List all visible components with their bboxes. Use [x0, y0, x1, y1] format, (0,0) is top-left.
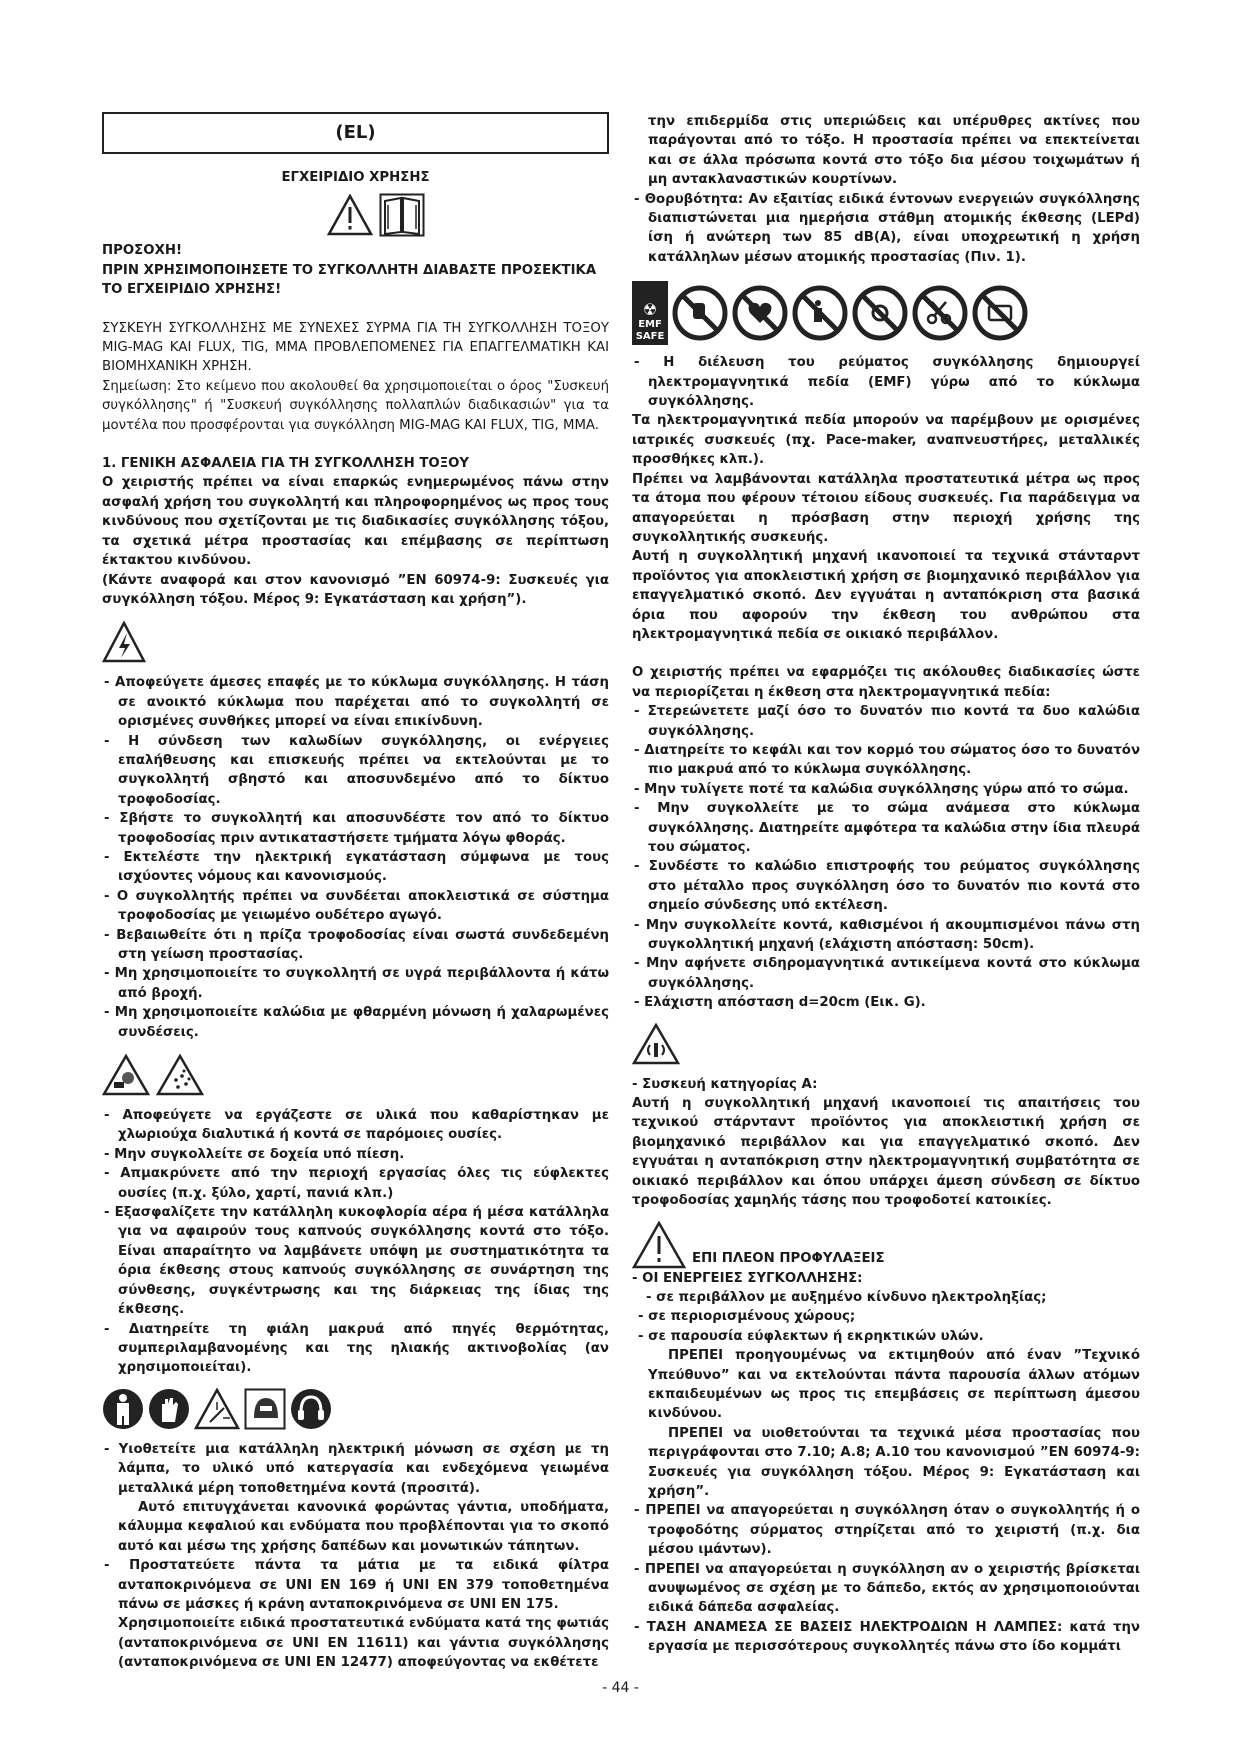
- list-item: - σε περιβάλλον με αυξημένο κίνδυνο ηλεκτροληξίας;: [646, 1289, 1047, 1305]
- welding-mask-icon: [244, 1388, 286, 1430]
- list-item: - Η σύνδεση των καλωδίων συγκόλλησης, οι ενέργειες επαλήθευσης και επισκευής πρέπει να εκτελούνται με το συγκολλητή σβηστό και αποσυνδεμένο από το δίκτυο τροφοδοσίας.: [104, 733, 609, 807]
- manual-title: ΕΓΧΕΙΡΙΔΙΟ ΧΡΗΣΗΣ: [281, 170, 430, 185]
- emf-paragraph: Πρέπει να λαμβάνονται κατάλληλα προστατευτικά μέτρα ως προς τα άτομα που φέρουν τέτοιου είδους συσκευές. Για παράδειγμα να απαγορεύεται η πρόσβαση στην περιοχή χρήσης της συγκολλητικής συσκευής.: [632, 471, 1140, 545]
- ppe-list: [102, 1440, 609, 1673]
- requirement-paragraph: ΠΡΕΠΕΙ να υιοθετούνται τα τεχνικά μέσα προστασίας που περιγράφονται στο 7.10; A.8; A.10 του κανονισμού ”EN 60974-9: Συσκευές για συγκόλληση τόξου. Μέρος 9: Εγκατάσταση και χρήση”.: [648, 1425, 1140, 1499]
- warning-triangle-icon: [327, 194, 373, 236]
- section-paragraph: Ο χειριστής πρέπει να είναι επαρκώς ενημερωμένος πάνω στην ασφαλή χρήση του συγκολλητή και πληροφορημένος ως προς τους κινδύνους που σχετίζονται με τις διαδικασίες συγκόλλησης τόξου, τα σχετικά μέτρα προστασίας και επέμβασης σε περίπτωση έκτακτου κινδύνου.: [102, 475, 609, 569]
- safe-label: SAFE: [635, 331, 665, 343]
- arc-radiation-warning-icon: [194, 1388, 240, 1430]
- list-item: - Εκτελέστε την ηλεκτρική εγκατάσταση σύμφωνα με τους ισχύοντες νόμους και κανονισμούς.: [104, 849, 609, 885]
- right-column: [632, 112, 1140, 1657]
- section-heading: 1. ΓΕΝΙΚΗ ΑΣΦΑΛΕΙΑ ΓΙΑ ΤΗ ΣΥΓΚΟΛΛΗΣΗ ΤΟΞΟΥ: [102, 456, 470, 472]
- left-column: [102, 112, 609, 1673]
- emf-procedures-list: [632, 702, 1140, 1013]
- class-a-title: - Συσκευή κατηγορίας A:: [632, 1076, 818, 1092]
- emf-icons: [632, 281, 1140, 345]
- read-manual-icon: [379, 193, 425, 237]
- fumes-icons: [102, 1054, 609, 1096]
- manual-icons: [142, 193, 609, 237]
- toxic-fumes-warning-icon: [102, 1054, 150, 1096]
- warning-text: ΠΡΙΝ ΧΡΗΣΙΜΟΠΟΙΗΣΕΤΕ ΤΟ ΣΥΓΚΟΛΛΗΤΗ ΔΙΑΒΑΣΤΕ ΠΡΟΣΕΚΤΙΚΑ ΤΟ ΕΓΧΕΙΡΙΔΙΟ ΧΡΗΣΗΣ!: [102, 262, 597, 298]
- list-item: - ΤΑΣΗ ΑΝΑΜΕΣΑ ΣΕ ΒΑΣΕΙΣ ΗΛΕΚΤΡΟΔΙΩΝ Η ΛΑΜΠΕΣ: κατά την εργασία με περισσότερους συγκολλητές πάνω στο ίδο κομμάτι: [634, 1619, 1140, 1655]
- list-item: - Σβήστε το συγκολλητή και αποσυνδέστε τον από το δίκτυο τροφοδοσίας πριν αντικαταστήσετε τμήματα λόγω φθοράς.: [104, 811, 609, 846]
- emf-intro: - Η διέλευση του ρεύματος συγκόλλησης δημιουργεί ηλεκτρομαγνητικά πεδία (EMF) γύρω από το κύκλωμα συγκόλλησης.: [634, 355, 1140, 410]
- list-item: - Υιοθετείτε μια κατάλληλη ηλεκτρική μόνωση σε σχέση με τη λάμπα, το υλικό υπό κατεργασία και ενδεχόμενα γειωμένα μεταλλικά μέρη τοποθετημένα κοντά (προσιτά).: [104, 1441, 609, 1496]
- no-metal-tools-icon: [912, 285, 968, 341]
- list-item: - Μην αφήνετε σιδηρομαγνητικά αντικείμενα κοντά στο κύκλωμα συγκόλλησης.: [634, 956, 1140, 991]
- class-a-text: Αυτή η συγκολλητική μηχανή ικανοποιεί τις απαιτήσεις του τεχνικού στάρνταντ προϊόντος για αποκλειστική χρήση σε βιομηχανικό περιβάλλον και για επαγγελματικό σκοπό. Δεν εγγυάται η ανταπόκριση στην ηλεκτρομαγνητική συμβατότητα σε οικιακό περιβάλλον και όπου υπάρχει άμεση σύνδεση σε δίκτυο τροφοδοσίας χαμηλής τάσης που τροφοδοτεί κατοικίες.: [632, 1096, 1140, 1209]
- no-medical-implant-icon: [672, 285, 728, 341]
- no-watch-icon: [852, 285, 908, 341]
- electric-shock-icon: [102, 621, 146, 663]
- list-item: - Διατηρείτε το κεφάλι και τον κορμό του σώματος όσο το δυνατόν πιο μακρυά από το κύκλωμα συγκόλλησης.: [634, 742, 1140, 778]
- list-item-continuation: Χρησιμοποιείτε ειδικά προστατευτικά ενδύματα κατά της φωτιάς (ανταποκρινόμενα σε UNI EN 11611) και γάντια συγκόλλησης (ανταποκρινόμενα σε UNI EN 12477) αποφεύγοντας να εκθέτετε: [118, 1616, 609, 1671]
- list-item: - Αποφεύγετε να εργάζεστε σε υλικά που καθαρίστηκαν με χλωριούχα διαλυτικά ή κοντά σε παρόμοιες ουσίες.: [104, 1108, 609, 1143]
- list-item: - Μην συγκολλείτε κοντά, καθισμένοι ή ακουμπισμένοι πάνω στη συγκολλητική μηχανή (ελάχιστη απόσταση: 50cm).: [634, 917, 1140, 953]
- list-item: - Μη χρησιμοποιείτε καλώδια με φθαρμένη μόνωση ή χαλαρωμένες συνδέσεις.: [104, 1005, 609, 1040]
- emf-paragraph: Τα ηλεκτρομαγνητικά πεδία μπορούν να παρέμβουν με ορισμένες ιατρικές συσκευές (πχ. Pace-maker, αναπνευστήρες, μεταλλικές προσθήκες κλπ.).: [632, 413, 1140, 468]
- warning-triangle-icon: [632, 1221, 686, 1269]
- more-precautions-title: ΕΠΙ ΠΛΕΟΝ ΠΡΟΦΥΛΑΞΕΙΣ: [692, 1251, 885, 1267]
- list-item: - σε περιορισμένους χώρους;: [638, 1309, 856, 1325]
- gloves-icon: [148, 1388, 190, 1430]
- list-item: - ΠΡΕΠΕΙ να απαγορεύεται η συγκόλληση αν ο χειριστής βρίσκεται ανυψωμένος σε σχέση με το δάπεδο, εκτός αν χρησιμοποιούνται ειδικά δάπεδα ασφαλείας.: [634, 1561, 1140, 1616]
- list-item-continuation: Αυτό επιτυγχάνεται κανονικά φορώντας γάντια, υποδήματα, κάλυμμα κεφαλιού και ενδύματα που προβλέπονται για το σκοπό αυτό και μέσω της χρήσης δαπέδων και μονωτικών τάπητων.: [118, 1499, 609, 1554]
- emf-paragraph: Αυτή η συγκολλητική μηχανή ικανοποιεί τα τεχνικά στάνταρντ προϊόντος για αποκλειστική χρήση σε βιομηχανικό περιβάλλον για επαγγελματικό σκοπό. Δεν εγγυάται η ανταπόκριση στα βασικά όρια που αφορούν την έκθεση του ανθρώπου στα ηλεκτρομαγνητικά πεδία σε οικιακό περιβάλλον.: [632, 549, 1140, 642]
- welding-operations-list: [632, 1288, 1140, 1346]
- page-number: - 44 -: [602, 1680, 639, 1696]
- list-item: - Αποφεύγετε άμεσες επαφές με το κύκλωμα συγκόλλησης. Η τάση σε ανοικτό κύκλωμα που παρέχεται από το συγκολλητή σε ορισμένες συνθήκες μπορεί να είναι επικίνδυνη.: [104, 675, 609, 730]
- list-item: - Μην συγκολλείτε με το σώμα ανάμεσα στο κύκλωμα συγκόλλησης. Διατηρείτε αμφότερα τα καλώδια στην ίδια πλευρά του σώματος.: [634, 801, 1140, 855]
- list-item: - Προστατεύετε πάντα τα μάτια με τα ειδικά φίλτρα ανταποκρινόμενα σε UNI EN 169 ή UNI EN 379 τοποθετημένα πάνω σε μάσκες ή κράνη ανταποκρινόμενα σε UNI EN 175.: [104, 1558, 609, 1612]
- ppe-icons: [102, 1388, 609, 1430]
- list-item: - σε παρουσία εύφλεκτων ή εκρηκτικών υλών.: [638, 1328, 984, 1344]
- list-item: - Συνδέστε το καλώδιο επιστροφής του ρεύματος συγκόλλησης στο μέταλλο προς συγκόλληση όσο το δυνατόν πιο κοντά στο σημείο σύνδεσης υπό εκτέλεση.: [634, 859, 1140, 914]
- protective-clothing-icon: [102, 1388, 144, 1430]
- noise-item: - Θορυβότητα: Αν εξαιτίας ειδικά έντονων ενεργειών συγκόλλησης διαπιστώνεται μια ημερήσια στάθμη ατομικής έκθεσης (LEPd) ίση ή ανώτερη των 85 dB(A), είναι υποχρεωτική η χρήση κατάλληλων μέσων ατομικής προστασίας (Πιν. 1).: [634, 191, 1140, 265]
- intro-note: Σημείωση: Στο κείμενο που ακολουθεί θα χρησιμοποιείται ο όρος "Συσκευή συγκόλλησης" ή "Συσκευή συγκόλλησης πολλαπλών διαδικασιών" για τα μοντέλα που προσφέρονται για συγκόλληση MIG-MAG ΚΑΙ FLUX, TIG, MMA.: [102, 378, 609, 433]
- list-item: - Βεβαιωθείτε ότι η πρίζα τροφοδοσίας είναι σωστά συνδεδεμένη στη γείωση προστασίας.: [104, 927, 609, 962]
- sparks-warning-icon: [156, 1054, 204, 1096]
- list-item: - Εξασφαλίζετε την κατάλληλη κυκοφλορία αέρα ή μέσα κατάλληλα για να αφαιρούν τους καπνούς συγκόλλησης κοντά στο τόξο. Είναι απαραίτητο να λαμβάνετε υπόψη με συστηματικότητα τα όρια έκθεσης στους καπνούς συγκόλλησης σε συνάρτηση της σύνθεσης, συγκέντρωσης και της διάρκειας της ίδιας της έκθεσης.: [104, 1205, 609, 1318]
- emf-label: EMF: [638, 319, 662, 331]
- final-requirements-list: [632, 1501, 1140, 1656]
- electromagnetic-field-warning-icon: [632, 1023, 680, 1065]
- more-precautions-heading: [632, 1221, 1140, 1269]
- list-item: - Μη χρησιμοποιείτε το συγκολλητή σε υγρά περιβάλλοντα ή κάτω από βροχή.: [104, 966, 609, 1001]
- list-item: - Ελάχιστη απόσταση d=20cm (Εικ. G).: [634, 995, 926, 1011]
- ear-protection-icon: [290, 1388, 332, 1430]
- fumes-safety-list: [102, 1106, 609, 1378]
- language-code: (EL): [335, 122, 376, 144]
- list-item: - Μην τυλίγετε ποτέ τα καλώδια συγκόλλησης γύρω από το σώμα.: [634, 781, 1129, 797]
- language-box: [102, 112, 609, 154]
- warning-title: ΠΡΟΣΟΧΗ!: [102, 243, 183, 259]
- list-item: - Στερεώνετετε μαζί όσο το δυνατόν πιο κοντά τα δυο καλώδια συγκόλλησης.: [634, 704, 1140, 739]
- no-pacemaker-icon: [732, 285, 788, 341]
- electrical-safety-list: [102, 673, 609, 1042]
- list-item: - Ο συγκολλητής πρέπει να συνδέεται αποκλειστικά σε σύστημα τροφοδοσίας με γειωμένο ουδέτερο αγωγό.: [104, 888, 609, 924]
- section-reference: (Κάντε αναφορά και στον κανονισμό ”EN 60974-9: Συσκευές για συγκόλληση τόξου. Μέρος 9: Εγκατάσταση και χρήση”).: [102, 572, 609, 607]
- device-description: ΣΥΣΚΕΥΗ ΣΥΓΚΟΛΛΗΣΗΣ ΜΕ ΣΥΝΕΧΕΣ ΣΥΡΜΑ ΓΙΑ ΤΗ ΣΥΓΚΟΛΛΗΣΗ ΤΟΞΟΥ MIG-MAG ΚΑΙ FLUX, TIG, MMA ΠΡΟΒΛΕΠΟΜΕΝΕΣ ΓΙΑ ΕΠΑΓΓΕΛΜΑΤΙΚΗ ΚΑΙ ΒΙΟΜΗΧΑΝΙΚΗ ΧΡΗΣΗ.: [102, 320, 609, 375]
- list-item: - Μην συγκολλείτε σε δοχεία υπό πίεση.: [104, 1146, 405, 1162]
- skin-protection-continuation: την επιδερμίδα στις υπεριώδεις και υπέρυθρες ακτίνες που παράγονται από το τόξο. Η προστασία πρέπει να επεκτείνεται και σε άλλα πρόσωπα κοντά στο τόξο δια μέσου τοιχωμάτων ή μη αντακλαναστικών κουρτίνων.: [648, 114, 1140, 188]
- list-item: - ΠΡΕΠΕΙ να απαγορεύεται η συγκόλληση όταν ο συγκολλητής ή ο τροφοδότης σύρματος στηρίζεται από το χειριστή (π.χ. δια μέσου ιμάντων).: [634, 1503, 1140, 1558]
- emf-symbol-icon: ☢: [642, 300, 658, 320]
- emf-safe-badge: [632, 281, 668, 345]
- list-item: - Απμακρύνετε από την περιοχή εργασίας όλες τις εύφλεκτες ουσίες (π.χ. ξύλο, χαρτί, πανιά κλπ.): [104, 1166, 609, 1201]
- welding-operations-title: - ΟΙ ΕΝΕΡΓΕΙΕΣ ΣΥΓΚΟΛΛΗΣΗΣ:: [632, 1270, 863, 1286]
- list-item: - Διατηρείτε τη φιάλη μακρυά από πηγές θερμότητας, συμπεριλαμβανομένης και της ηλιακής ακτινοβολίας (αν χρησιμοποιείται).: [104, 1321, 609, 1376]
- no-magnetic-cards-icon: [972, 285, 1028, 341]
- requirement-paragraph: ΠΡΕΠΕΙ προηγουμένως να εκτιμηθούν από έναν ”Τεχνικό Υπεύθυνο” και να εκτελούνται πάντα παρουσία άλλων ατόμων εκπαιδευμένων ως προς τις επεμβάσεις σε περίπτωση άμεσου κινδύνου.: [648, 1348, 1140, 1422]
- emf-procedures-intro: Ο χειριστής πρέπει να εφαρμόζει τις ακόλουθες διαδικασίες ώστε να περιορίζεται η έκθεση στα ηλεκτρομαγνητικά πεδία:: [632, 665, 1140, 700]
- no-metal-implants-icon: [792, 285, 848, 341]
